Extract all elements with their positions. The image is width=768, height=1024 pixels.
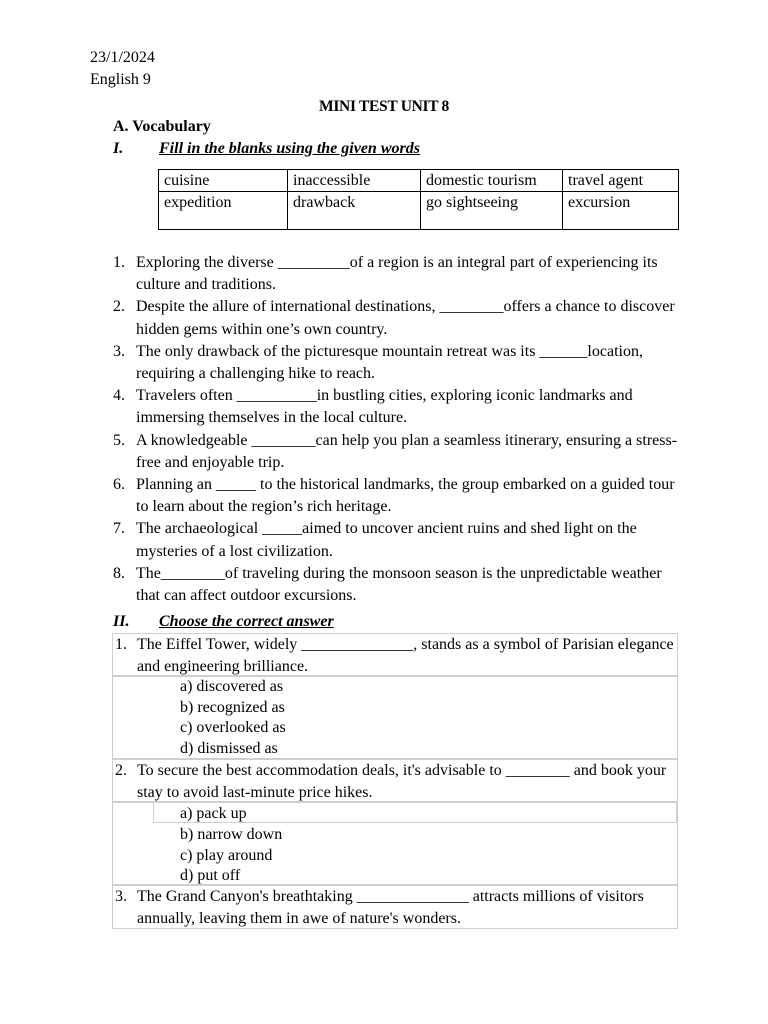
part-2-heading	[113, 611, 334, 633]
question-text: The Eiffel Tower, widely ______________, stands as a symbol of Parisian elegance and engineering brilliance.	[137, 636, 674, 675]
word-bank-cell: cuisine	[159, 170, 288, 192]
word-bank-table	[158, 169, 679, 230]
section-a-heading: A. Vocabulary	[113, 118, 211, 135]
list-item	[113, 430, 683, 474]
option-c: c) play around	[180, 847, 273, 864]
part-1-instruction: Fill in the blanks using the given words	[159, 140, 420, 157]
part-1-number: I.	[113, 140, 124, 157]
word-bank-row	[159, 192, 679, 230]
part-2-number: II.	[113, 613, 130, 630]
question-3	[112, 885, 678, 929]
question-text: To secure the best accommodation deals, it's advisable to ________ and book your stay to avoid last-minute price hikes.	[137, 762, 667, 801]
date: 23/1/2024	[90, 49, 155, 66]
course-name: English 9	[90, 71, 151, 88]
question-1-options	[112, 676, 678, 759]
item-number: 2.	[113, 298, 125, 316]
option-a: a) discovered as	[180, 678, 284, 695]
page-title: MINI TEST UNIT 8	[318, 98, 449, 115]
list-item	[113, 341, 683, 385]
option-c: c) overlooked as	[180, 719, 286, 736]
option-d: d) put off	[180, 867, 241, 884]
item-text: The________of traveling during the monsoon season is the unpredictable weather that can affect outdoor excursions.	[136, 564, 662, 605]
item-text: Planning an _____ to the historical landmarks, the group embarked on a guided tour to learn about the region’s rich heritage.	[136, 476, 675, 516]
question-2-options	[112, 802, 678, 885]
list-item	[113, 296, 683, 340]
option-b: b) recognized as	[180, 698, 285, 716]
question-number: 3.	[115, 888, 127, 905]
question-text: The Grand Canyon's breathtaking ______________ attracts millions of visitors annually, leaving them in awe of nature's wonders.	[137, 888, 644, 927]
part-2-instruction: Choose the correct answer	[159, 613, 334, 630]
list-item	[113, 385, 683, 429]
word-bank-cell: travel agent	[563, 170, 679, 192]
list-item	[113, 474, 683, 518]
option-b: b) narrow down	[180, 826, 283, 843]
question-1	[112, 633, 678, 676]
word-bank-row	[159, 170, 679, 192]
item-text: A knowledgeable ________can help you plan a seamless itinerary, ensuring a stress-free and enjoyable trip.	[136, 431, 678, 471]
list-item	[113, 518, 683, 562]
word-bank-cell: domestic tourism	[421, 170, 563, 192]
item-text: The archaeological _____aimed to uncover ancient ruins and shed light on the mysteries of a lost civilization.	[136, 520, 637, 560]
item-text: Despite the allure of international destinations, ________offers a chance to discover hidden gems within one’s own country.	[136, 298, 675, 338]
item-text: The only drawback of the picturesque mountain retreat was its ______location, requiring a challenging hike to reach.	[136, 342, 643, 383]
word-bank-cell: go sightseeing	[421, 192, 563, 230]
item-number: 6.	[113, 476, 125, 494]
item-number: 5.	[113, 431, 125, 449]
list-item	[113, 563, 683, 607]
option-a: a) pack up	[180, 805, 247, 822]
list-item	[113, 252, 683, 296]
question-2	[112, 759, 678, 802]
question-number: 1.	[115, 636, 127, 653]
item-number: 3.	[113, 342, 125, 360]
fill-in-blank-list	[113, 252, 683, 607]
word-bank-cell: excursion	[563, 192, 679, 230]
word-bank-cell: drawback	[288, 192, 421, 230]
item-number: 4.	[113, 387, 125, 405]
question-number: 2.	[115, 762, 127, 779]
item-number: 1.	[113, 254, 125, 271]
item-number: 8.	[113, 564, 125, 582]
word-bank-cell: expedition	[159, 192, 288, 230]
item-text: Exploring the diverse _________of a region is an integral part of experiencing its culture and traditions.	[136, 254, 658, 294]
item-text: Travelers often __________in bustling cities, exploring iconic landmarks and immersing themselves in the local culture.	[136, 387, 633, 427]
word-bank-cell: inaccessible	[288, 170, 421, 192]
item-number: 7.	[113, 520, 125, 538]
part-1-heading	[113, 138, 420, 160]
option-d: d) dismissed as	[180, 739, 278, 757]
